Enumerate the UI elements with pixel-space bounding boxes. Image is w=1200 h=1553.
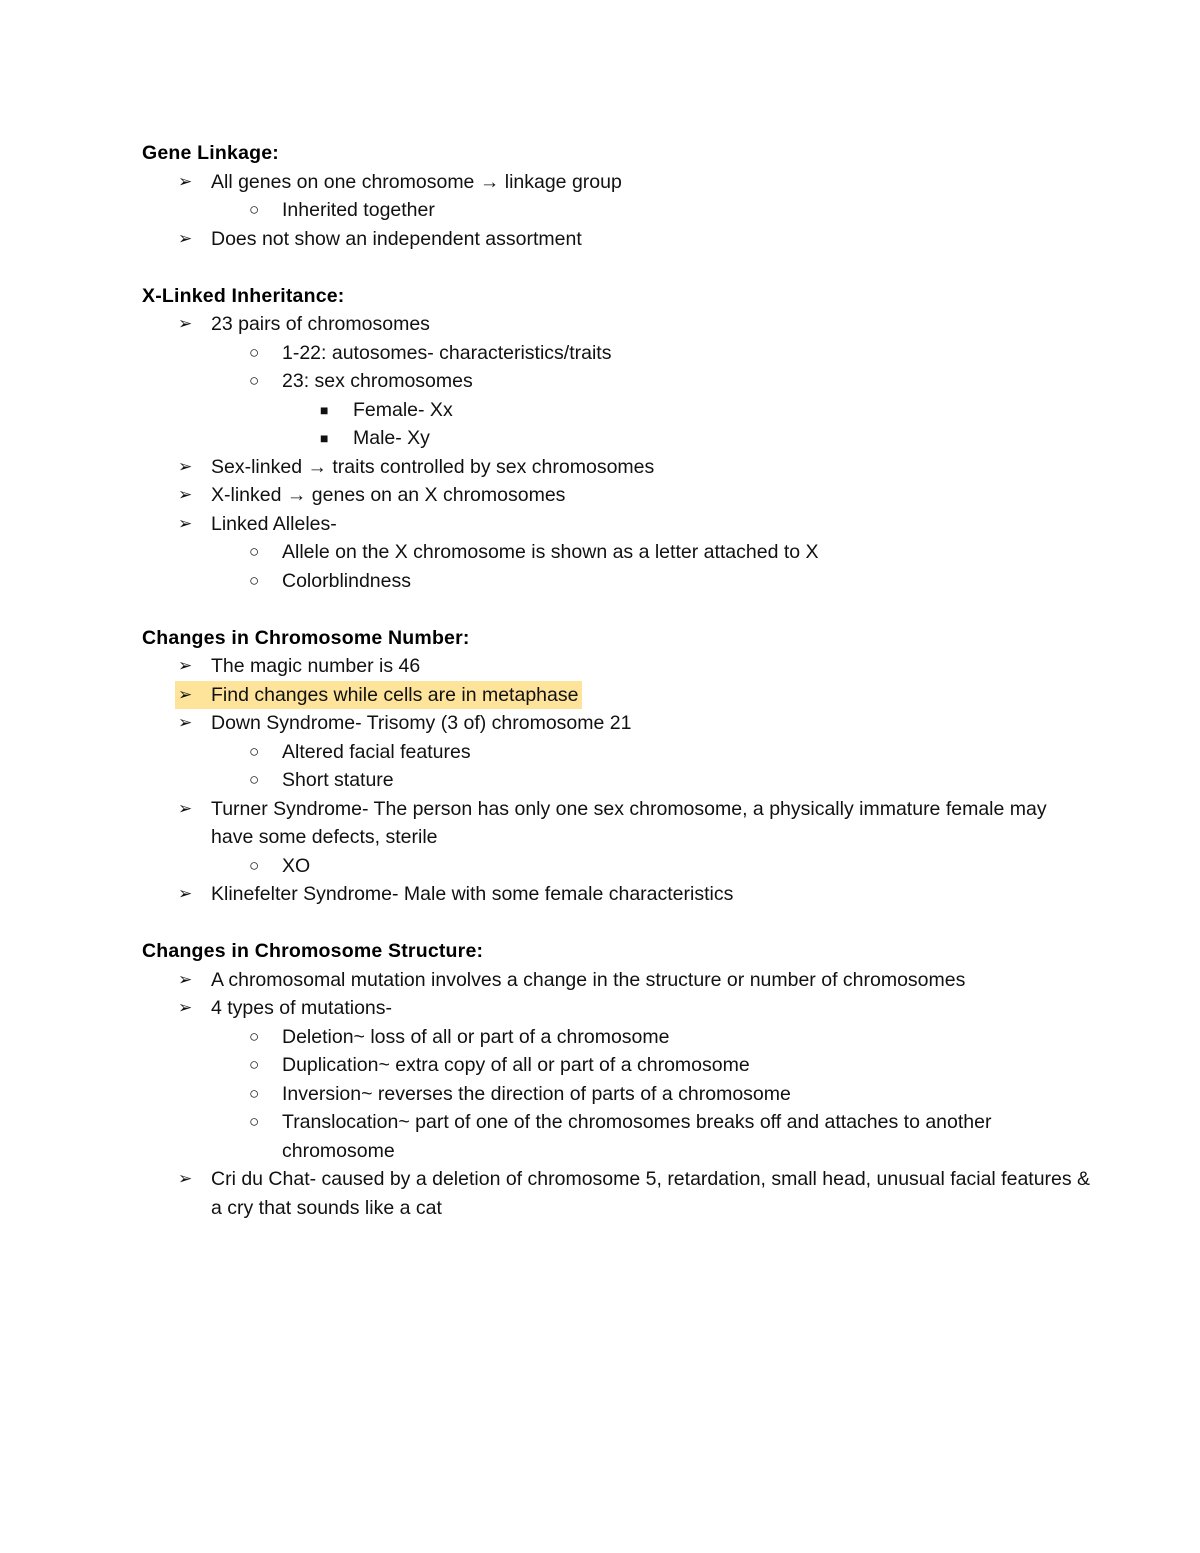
list-item xyxy=(142,339,1092,368)
list-item xyxy=(142,738,1092,767)
circle-bullet-icon: ○ xyxy=(249,542,260,561)
list-item-text: Cri du Chat- caused by a deletion of chromosome 5, retardation, small head, unusual facial features & a cry that sounds like a cat xyxy=(211,1168,1091,1219)
circle-bullet-icon: ○ xyxy=(249,371,260,390)
highlighted-list-item xyxy=(142,681,1092,710)
text-highlight xyxy=(175,681,582,710)
list-item-text: Klinefelter Syndrome- Male with some female characteristics xyxy=(211,883,734,905)
list-item-text: Does not show an independent assortment xyxy=(211,227,582,250)
arrow-bullet-icon: ➢ xyxy=(178,969,193,989)
circle-bullet-icon: ○ xyxy=(249,342,260,362)
arrow-bullet-icon: ➢ xyxy=(178,171,193,191)
list-item-text: Female- Xx xyxy=(353,398,453,421)
list-item xyxy=(142,709,1092,738)
circle-bullet-icon: ○ xyxy=(249,1026,260,1046)
list-item xyxy=(142,168,1092,197)
list-item xyxy=(142,538,1092,567)
list-item xyxy=(142,880,1092,909)
list-item xyxy=(142,966,1092,995)
list-item xyxy=(142,481,1092,510)
arrow-bullet-icon: ➢ xyxy=(178,656,193,675)
note-section xyxy=(142,624,1092,909)
square-bullet-icon: ■ xyxy=(320,401,329,418)
section-heading: Gene Linkage: xyxy=(142,142,279,164)
list-item xyxy=(142,1165,1092,1222)
list-item xyxy=(142,852,1092,881)
arrow-bullet-icon: ➢ xyxy=(178,798,193,818)
list-item-text: All genes on one chromosome → linkage group xyxy=(211,170,622,193)
arrow-bullet-icon: ➢ xyxy=(178,998,193,1017)
list-item-text: Short stature xyxy=(282,769,394,791)
circle-bullet-icon: ○ xyxy=(249,741,260,761)
list-item-text: 23: sex chromosomes xyxy=(282,370,473,392)
note-section xyxy=(142,282,1092,596)
list-item xyxy=(142,1051,1092,1080)
arrow-bullet-icon: ➢ xyxy=(178,1169,193,1188)
list-item xyxy=(142,196,1092,225)
list-item-text: Translocation~ part of one of the chromosomes breaks off and attaches to another chromosome xyxy=(282,1111,992,1162)
list-item xyxy=(142,1080,1092,1109)
list-item-text: Inherited together xyxy=(282,199,435,221)
list-item-text: 1-22: autosomes- characteristics/traits xyxy=(282,341,612,364)
list-item xyxy=(142,567,1092,596)
list-item-text: Colorblindness xyxy=(282,569,411,592)
list-item xyxy=(142,795,1092,852)
list-item xyxy=(142,453,1092,482)
circle-bullet-icon: ○ xyxy=(249,770,260,789)
list-item-text: Turner Syndrome- The person has only one sex chromosome, a physically immature female may have some defects, sterile xyxy=(211,797,1047,848)
list-item-text: 4 types of mutations- xyxy=(211,997,393,1019)
list-item-text: Find changes while cells are in metaphase xyxy=(211,683,579,706)
list-item xyxy=(142,994,1092,1023)
list-item xyxy=(142,424,1092,453)
list-item-text: Down Syndrome- Trisomy (3 of) chromosome 21 xyxy=(211,712,632,734)
arrow-bullet-icon: ➢ xyxy=(178,884,193,903)
list-item xyxy=(142,367,1092,396)
list-item-text: The magic number is 46 xyxy=(211,655,421,677)
circle-bullet-icon: ○ xyxy=(249,200,260,219)
list-item-text: Linked Alleles- xyxy=(211,512,337,535)
list-item-text: 23 pairs of chromosomes xyxy=(211,313,430,335)
list-item xyxy=(142,510,1092,539)
list-item-text: Duplication~ extra copy of all or part of a chromosome xyxy=(282,1054,750,1076)
arrow-bullet-icon: ➢ xyxy=(178,713,193,732)
circle-bullet-icon: ○ xyxy=(249,1083,260,1103)
circle-bullet-icon: ○ xyxy=(249,855,260,875)
list-item xyxy=(142,310,1092,339)
arrow-bullet-icon: ➢ xyxy=(178,513,193,533)
list-item-text: Allele on the X chromosome is shown as a letter attached to X xyxy=(282,541,819,563)
list-item-text: Deletion~ loss of all or part of a chromosome xyxy=(282,1025,670,1048)
note-section xyxy=(142,139,1092,253)
circle-bullet-icon: ○ xyxy=(249,570,260,590)
list-item-text: Sex-linked → traits controlled by sex chromosomes xyxy=(211,455,655,478)
list-item xyxy=(142,225,1092,254)
section-heading: Changes in Chromosome Number: xyxy=(142,626,470,649)
list-item xyxy=(142,1023,1092,1052)
arrow-bullet-icon: ➢ xyxy=(178,456,193,476)
section-heading: Changes in Chromosome Structure: xyxy=(142,940,484,962)
list-item xyxy=(142,396,1092,425)
square-bullet-icon: ■ xyxy=(320,430,329,446)
section-heading: X-Linked Inheritance: xyxy=(142,284,345,307)
arrow-bullet-icon: ➢ xyxy=(178,485,193,504)
arrow-bullet-icon: ➢ xyxy=(178,228,193,248)
note-section xyxy=(142,937,1092,1222)
list-item-text: A chromosomal mutation involves a change in the structure or number of chromosomes xyxy=(211,968,966,991)
arrow-bullet-icon: ➢ xyxy=(178,314,193,333)
circle-bullet-icon: ○ xyxy=(249,1112,260,1131)
list-item xyxy=(142,652,1092,681)
list-item-text: Inversion~ reverses the direction of parts of a chromosome xyxy=(282,1082,791,1105)
document-page xyxy=(142,139,1092,1251)
list-item xyxy=(142,766,1092,795)
arrow-bullet-icon: ➢ xyxy=(178,684,193,704)
list-item-text: X-linked → genes on an X chromosomes xyxy=(211,484,566,506)
list-item xyxy=(142,1108,1092,1165)
list-item-text: Male- Xy xyxy=(353,427,430,449)
circle-bullet-icon: ○ xyxy=(249,1055,260,1074)
list-item-text: Altered facial features xyxy=(282,740,471,763)
list-item-text: XO xyxy=(282,854,311,877)
